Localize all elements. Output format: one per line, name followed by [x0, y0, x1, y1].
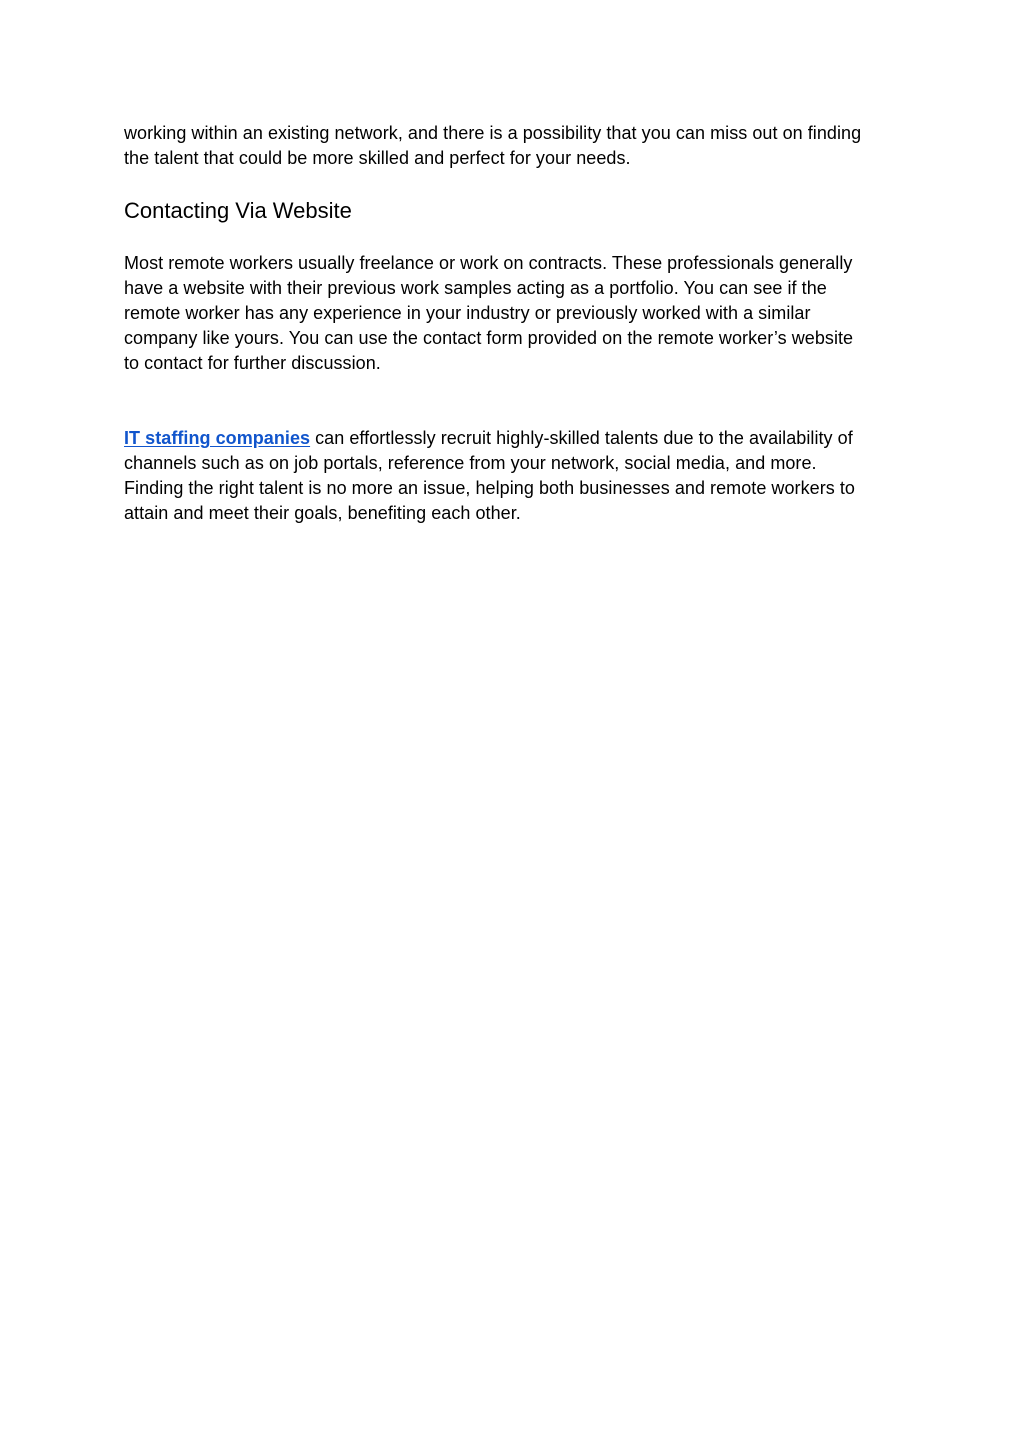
paragraph-text: can effortlessly recruit highly-skilled talents due to the availability of — [310, 428, 853, 448]
section-heading: Contacting Via Website — [124, 198, 352, 223]
paragraph-line: the talent that could be more skilled and perfect for your needs. — [124, 148, 631, 168]
paragraph-line: working within an existing network, and there is a possibility that you can miss out on finding — [124, 123, 862, 143]
intro-paragraph — [124, 121, 861, 171]
paragraph-line: to contact for further discussion. — [124, 353, 381, 373]
paragraph-line: have a website with their previous work samples acting as a portfolio. You can see if the — [124, 278, 827, 298]
paragraph-line: Finding the right talent is no more an issue, helping both businesses and remote workers to — [124, 478, 855, 498]
website-paragraph — [124, 251, 853, 376]
paragraph-line: company like yours. You can use the contact form provided on the remote worker’s website — [124, 328, 854, 348]
paragraph-line: attain and meet their goals, benefiting each other. — [124, 503, 521, 523]
paragraph-line: channels such as on job portals, reference from your network, social media, and more. — [124, 453, 817, 473]
paragraph-line: Most remote workers usually freelance or work on contracts. These professionals generally — [124, 253, 853, 273]
paragraph-line: remote worker has any experience in your industry or previously worked with a similar — [124, 303, 811, 323]
staffing-paragraph — [124, 426, 855, 526]
paragraph-line — [124, 426, 855, 451]
it-staffing-companies-link[interactable]: IT staffing companies — [124, 428, 311, 448]
